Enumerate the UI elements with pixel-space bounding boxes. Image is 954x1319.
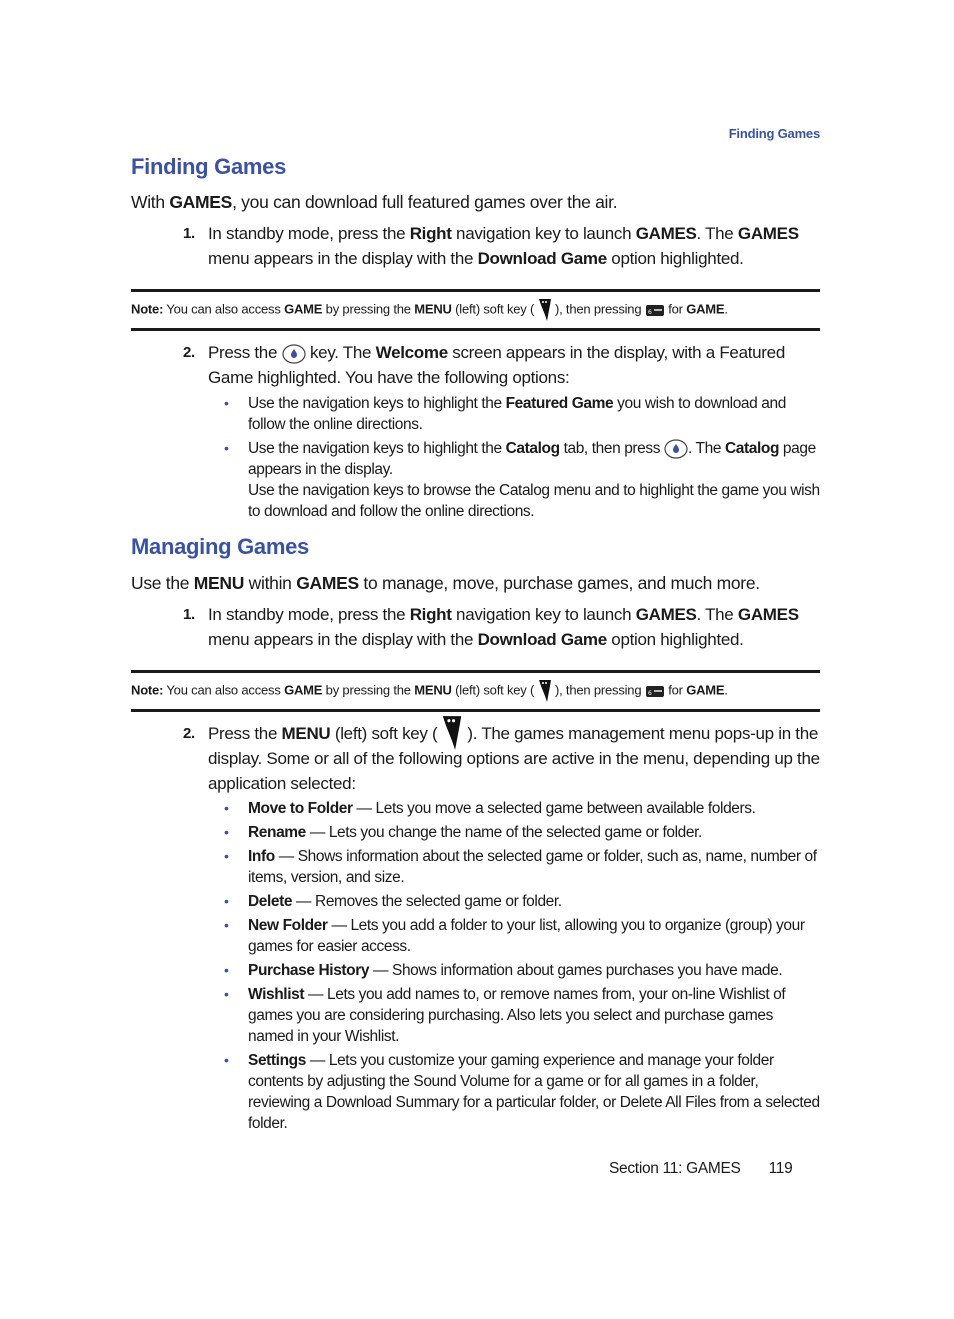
bullet-icon: • [224,962,229,978]
managing-step-1: 1. In standby mode, press the Right navigation key to launch GAMES. The GAMES menu appears in the display with the Download Game option highlighted. [183,602,823,652]
managing-note: Note: You can also access GAME by pressing the MENU (left) soft key ( ), then pressing 6 for GAME. [131,670,820,712]
option-purchase-history: • Purchase History — Shows information about games purchases you have made. [224,962,783,979]
left-soft-key-icon [441,713,463,753]
svg-text:6: 6 [647,309,652,316]
ok-key-icon [664,439,688,459]
option-delete: • Delete — Removes the selected game or folder. [224,893,562,910]
option-settings: • Settings — Lets you customize your gaming experience and manage your folder contents by adjusting the Sound Volume for a game or for all games in a folder, reviewing a Download Summary for a particular folder, or Delete All Files from a selected folder. [224,1052,820,1132]
bullet-icon: • [224,395,229,411]
option-move-to-folder: • Move to Folder — Lets you move a selected game between available folders. [224,800,756,817]
finding-step-1: 1. In standby mode, press the Right navigation key to launch GAMES. The GAMES menu appears in the display with the Download Game option highlighted. [183,221,823,271]
footer-section: Section 11: GAMES [609,1160,741,1177]
section-title-finding-games: Finding Games [131,154,287,179]
bullet-icon: • [224,986,229,1002]
option-new-folder: • New Folder — Lets you add a folder to your list, allowing you to organize (group) your games for easier access. [224,917,805,955]
option-info: • Info — Shows information about the selected game or folder, such as, name, number of items, version, and size. [224,848,817,886]
finding-bullet-2: • Use the navigation keys to highlight the Catalog tab, then press . The Catalog page appears in the display. Use the navigation keys to browse the Catalog menu and to highlight the game you wish to download and follow the online directions. [224,440,820,520]
bullet-icon: • [224,848,229,864]
running-header: Finding Games [728,126,820,141]
bullet-icon: • [224,917,229,933]
finding-intro: With GAMES, you can download full featured games over the air. [131,192,618,212]
managing-intro: Use the MENU within GAMES to manage, move, purchase games, and much more. [131,573,760,593]
section-title-managing-games: Managing Games [131,534,309,559]
left-soft-key-icon [538,297,552,323]
step-number: 1. [183,225,195,242]
games-key-icon [645,303,665,317]
ok-key-icon [282,344,306,364]
option-wishlist: • Wishlist — Lets you add names to, or remove names from, your on-line Wishlist of games you are considering purchasing. Also lets you select and purchase games named in your Wishlist. [224,986,786,1045]
games-key-icon [645,684,665,698]
step-number: 2. [183,344,195,361]
bullet-icon: • [224,800,229,816]
finding-bullet-1: • Use the navigation keys to highlight the Featured Game you wish to download and follow the online directions. [224,395,786,433]
bullet-icon: • [224,824,229,840]
bullet-icon: • [224,440,229,456]
option-rename: • Rename — Lets you change the name of the selected game or folder. [224,824,702,841]
bullet-icon: • [224,893,229,909]
managing-step-2: 2. Press the MENU (left) soft key ( ). The games management menu pops-up in the display. Some or all of the following options are active in the menu, depending up the application selected: [183,721,823,796]
step-number: 2. [183,725,195,742]
bullet-icon: • [224,1052,229,1068]
svg-text:6: 6 [647,690,652,697]
finding-step-2: 2. Press the key. The Welcome screen appears in the display, with a Featured Game highlighted. You have the following options: [183,340,823,390]
page-number: 119 [768,1160,793,1177]
step-number: 1. [183,606,195,623]
finding-note: Note: You can also access GAME by pressing the MENU (left) soft key ( ), then pressing 6 for GAME. [131,289,820,331]
page-footer [609,1160,792,1178]
left-soft-key-icon [538,678,552,704]
